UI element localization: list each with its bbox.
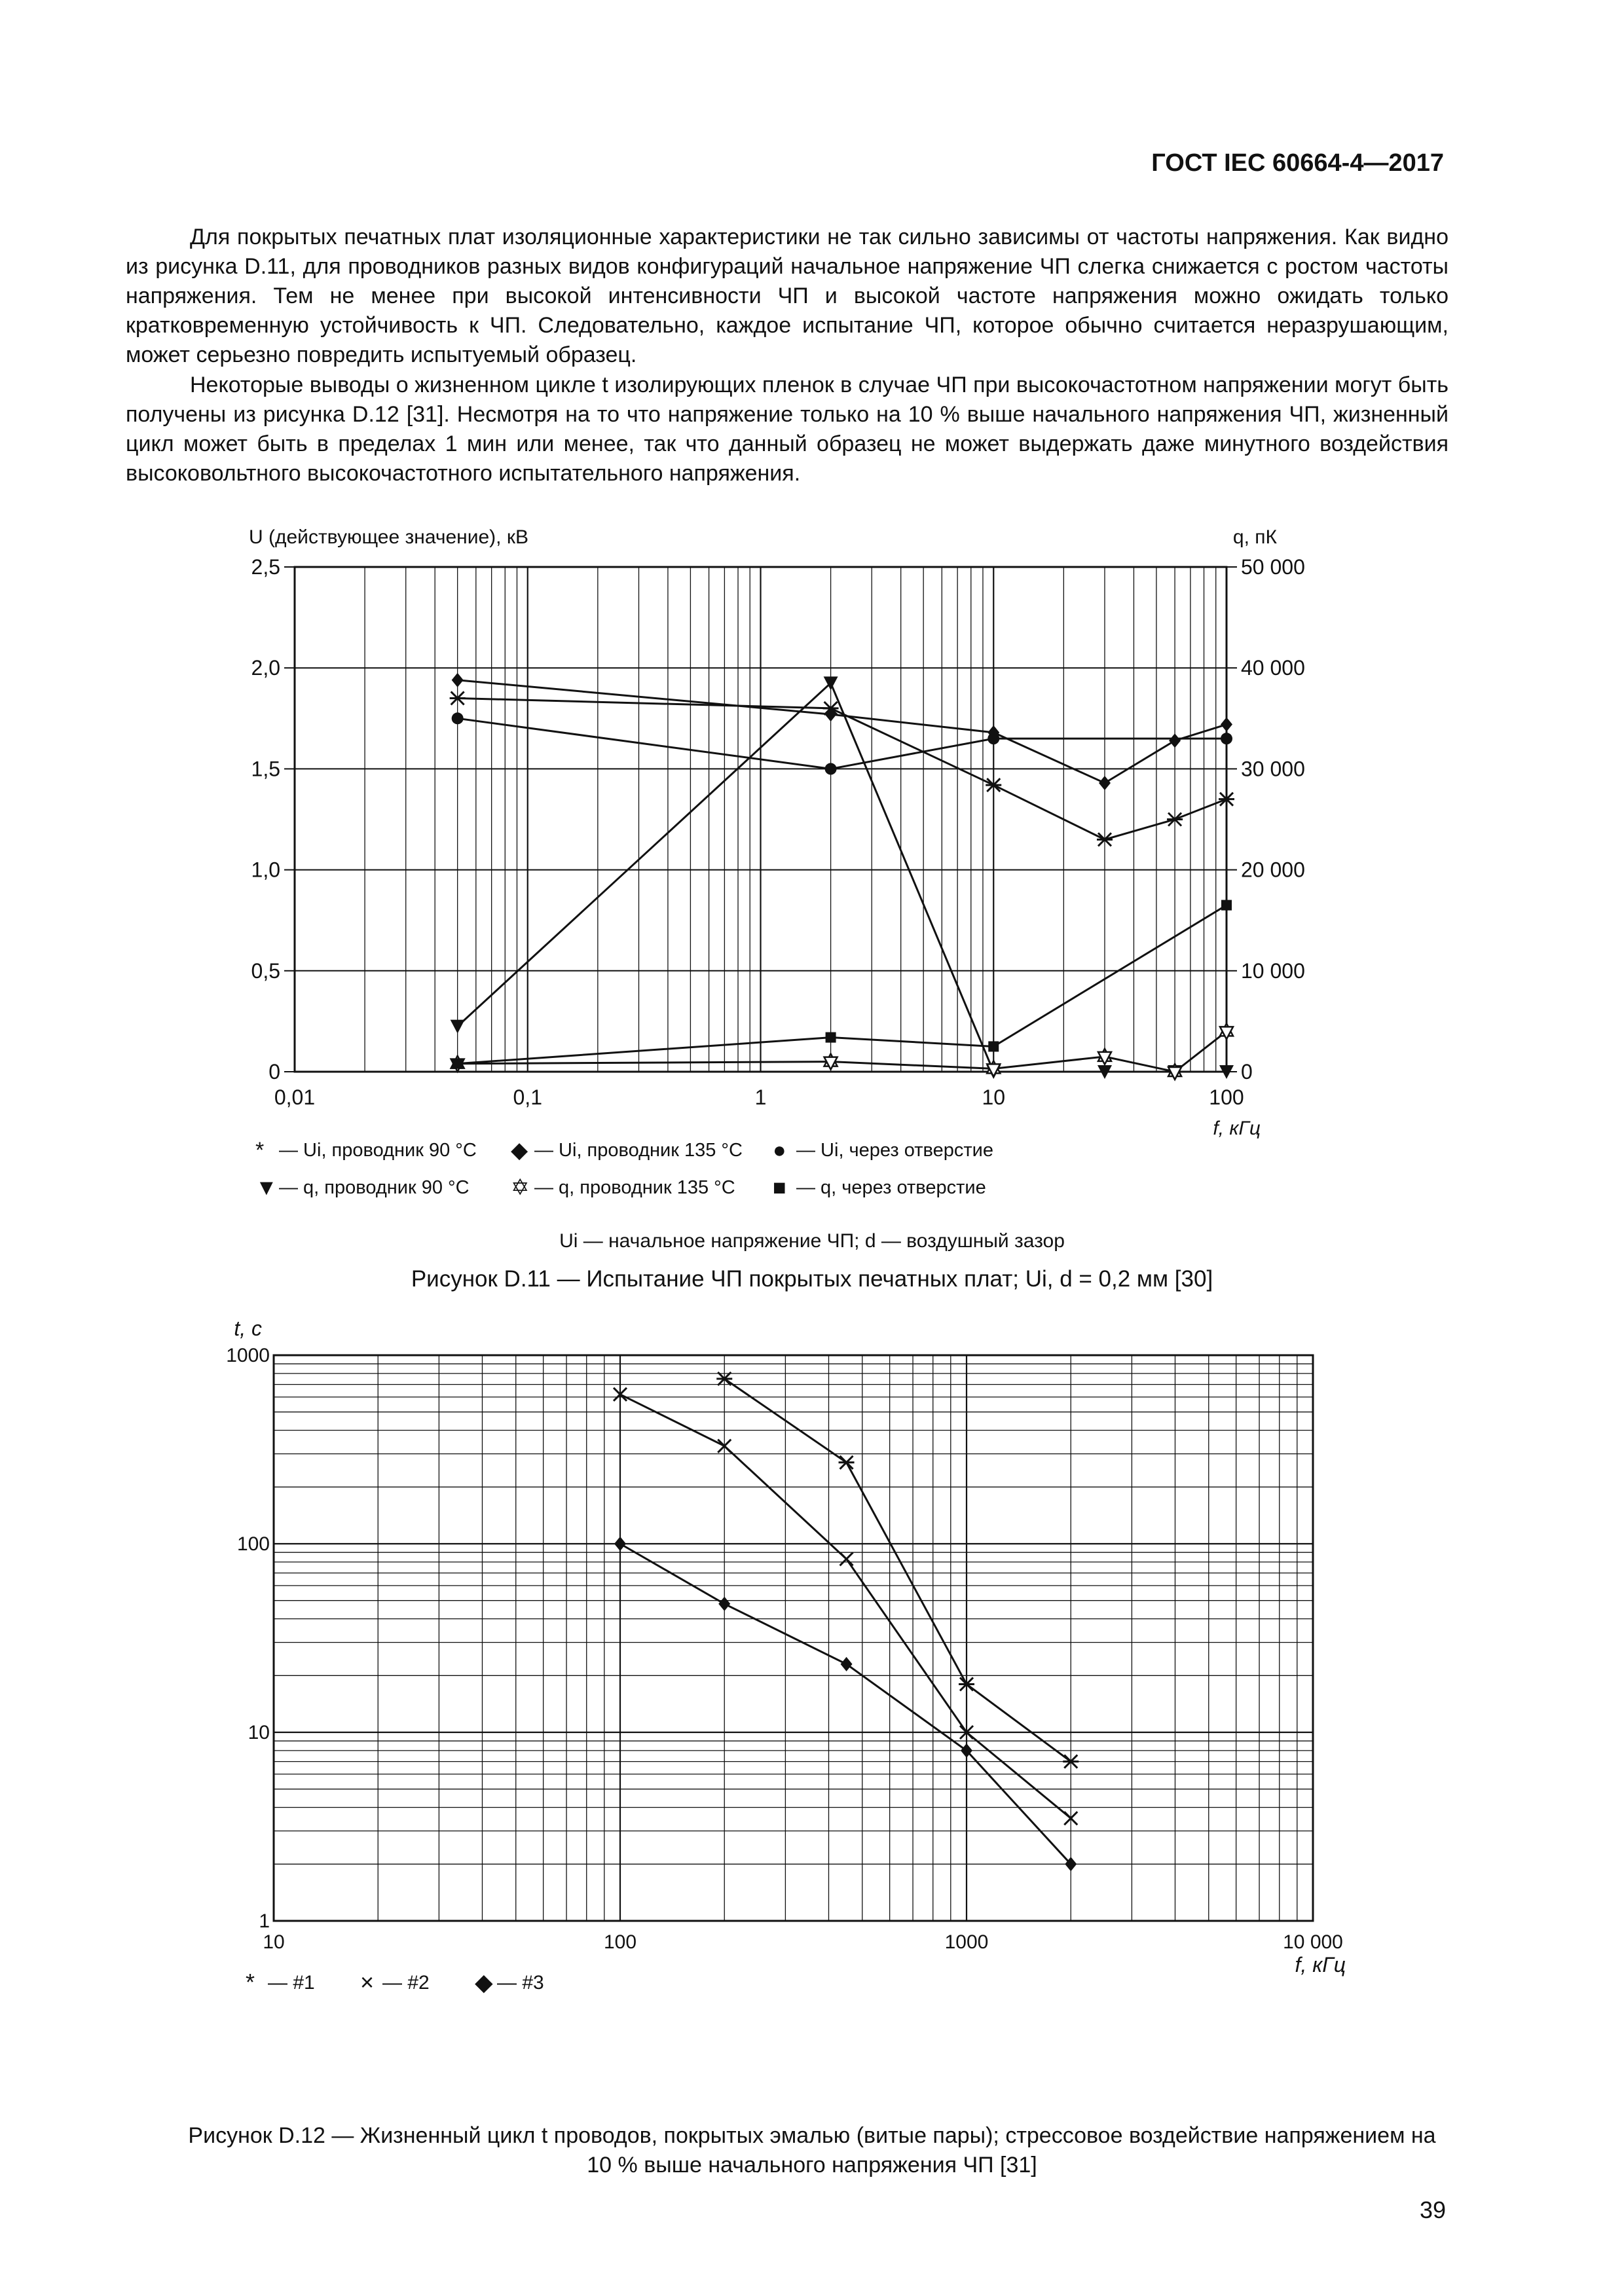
data-point xyxy=(614,1537,626,1551)
y-tick-label: 0 xyxy=(268,1060,280,1084)
figure-d11-chart xyxy=(249,526,1305,1200)
x-tick-label: 10 xyxy=(982,1085,1006,1109)
y2-tick-label: 0 xyxy=(1241,1060,1253,1084)
x-tick-label: 1 xyxy=(754,1085,767,1109)
document-id: ГОСТ IEC 60664-4—2017 xyxy=(1151,149,1444,177)
series-line-3 xyxy=(620,1544,1071,1864)
legend-marker: ✡ xyxy=(511,1175,530,1200)
legend-marker: ■ xyxy=(773,1175,786,1200)
data-point xyxy=(1099,776,1111,790)
data-point xyxy=(1221,718,1232,732)
data-point xyxy=(1098,1049,1111,1065)
x-axis-label: f, кГц xyxy=(1213,1118,1261,1139)
x-tick-label: 10 xyxy=(263,1931,285,1953)
legend-label: — q, проводник 90 °C xyxy=(279,1177,470,1198)
data-point xyxy=(841,1657,853,1671)
y-tick-label: 100 xyxy=(236,1533,270,1555)
y2-tick-label: 30 000 xyxy=(1241,757,1305,781)
data-point xyxy=(718,1597,730,1611)
series-line-1 xyxy=(724,1379,1071,1762)
data-point xyxy=(1221,733,1232,744)
legend-marker: ◆ xyxy=(511,1138,528,1163)
legend-marker: * xyxy=(255,1138,265,1163)
x-tick-label: 100 xyxy=(603,1931,637,1953)
y2-tick-label: 40 000 xyxy=(1241,656,1305,680)
data-point xyxy=(839,1456,855,1469)
page-number: 39 xyxy=(1419,2196,1446,2223)
figure-d12-chart xyxy=(226,1317,1346,1995)
paragraph-2: Некоторые выводы о жизненном цикле t изолирующих пленок в случае ЧП при высокочастотном напряжении могут быть получены из рисунка D.12 [31]. Несмотря на то что напряжение только на 10 % выше начального напряжения ЧП, жизненный цикл может быть в пределах 1 мин или менее, так что данный образец не может выдержать даже минутного воздействия высоковольтного высокочастотного испытательного напряжения. xyxy=(126,373,1449,486)
data-point xyxy=(451,1020,465,1034)
legend-marker: × xyxy=(360,1969,375,1995)
series-line-3 xyxy=(458,718,1227,769)
data-point xyxy=(824,1054,838,1070)
legend-marker: ◆ xyxy=(475,1969,493,1995)
figure-d12-caption: Рисунок D.12 — Жизненный цикл t проводов, покрытых эмалью (витые пары); стрессовое воздействие напряжением на 10 % выше начального напряжения ЧП [31] xyxy=(188,2123,1436,2178)
figure-d11-caption: Рисунок D.11 — Испытание ЧП покрытых печатных плат; Ui, d = 0,2 мм [30] xyxy=(411,1266,1213,1292)
x-tick-label: 100 xyxy=(1209,1085,1244,1109)
y-tick-label: 2,0 xyxy=(251,656,280,680)
y2-tick-label: 20 000 xyxy=(1241,858,1305,882)
legend-label: — q, через отверстие xyxy=(796,1177,986,1198)
data-point xyxy=(452,712,464,724)
legend-label: — #1 xyxy=(268,1972,315,1994)
legend-label: — Ui, проводник 90 °C xyxy=(279,1140,477,1161)
legend-marker: ● xyxy=(773,1138,786,1163)
data-point xyxy=(825,763,837,774)
legend-marker: ▼ xyxy=(255,1175,278,1200)
y-tick-label: 1,5 xyxy=(251,757,280,781)
x-axis-label: f, кГц xyxy=(1295,1953,1346,1977)
data-point xyxy=(1220,1023,1233,1039)
y-tick-label: 10 xyxy=(248,1722,270,1743)
y-axis-label: U (действующее значение), кВ xyxy=(249,526,528,548)
x-tick-label: 0,01 xyxy=(274,1085,316,1109)
data-point xyxy=(826,1032,836,1043)
x-tick-label: 1000 xyxy=(944,1931,989,1953)
legend-label: — q, проводник 135 °C xyxy=(534,1177,735,1198)
y-tick-label: 1000 xyxy=(226,1345,270,1366)
legend-label: — #3 xyxy=(497,1972,544,1994)
data-point xyxy=(1169,733,1181,748)
series-line-6 xyxy=(458,905,1227,1064)
legend xyxy=(255,1138,993,1200)
series-line-2 xyxy=(620,1394,1071,1819)
y2-tick-label: 10 000 xyxy=(1241,958,1305,983)
figure-d11-note: Ui — начальное напряжение ЧП; d — воздушный зазор xyxy=(559,1230,1065,1252)
y2-axis-label: q, пК xyxy=(1232,526,1277,548)
legend-marker: * xyxy=(246,1969,255,1995)
legend xyxy=(246,1969,544,1995)
y-tick-label: 0,5 xyxy=(251,958,280,983)
data-point xyxy=(987,733,999,744)
x-tick-label: 0,1 xyxy=(513,1085,542,1109)
data-point xyxy=(452,1059,463,1069)
data-point xyxy=(452,673,464,687)
y-tick-label: 2,5 xyxy=(251,555,280,579)
legend-label: — Ui, проводник 135 °C xyxy=(534,1140,743,1161)
legend-label: — Ui, через отверстие xyxy=(796,1140,993,1161)
y-axis-label: t, с xyxy=(234,1317,262,1340)
y2-tick-label: 50 000 xyxy=(1241,555,1305,579)
paragraph-1: Для покрытых печатных плат изоляционные характеристики не так сильно зависимы от частоты напряжения. Как видно из рисунка D.11, для проводников разных видов конфигураций начальное напряжение ЧП слегка снижается с ростом частоты напряжения. Тем не менее при высокой интенсивности ЧП и высокой частоте напряжения можно ожидать только кратковременную устойчивость к ЧП. Следовательно, каждое испытание ЧП, которое обычно считается неразрушающим, может серьезно повредить испытуемый образец. xyxy=(126,225,1449,367)
data-point xyxy=(1221,900,1232,911)
legend-label: — #2 xyxy=(382,1972,430,1994)
data-point xyxy=(840,1552,853,1565)
data-point xyxy=(988,1041,999,1051)
y-tick-label: 1,0 xyxy=(251,858,280,882)
y-tick-label: 1 xyxy=(259,1910,270,1932)
series-line-4 xyxy=(458,683,1227,1072)
x-tick-label: 10 000 xyxy=(1283,1931,1343,1953)
